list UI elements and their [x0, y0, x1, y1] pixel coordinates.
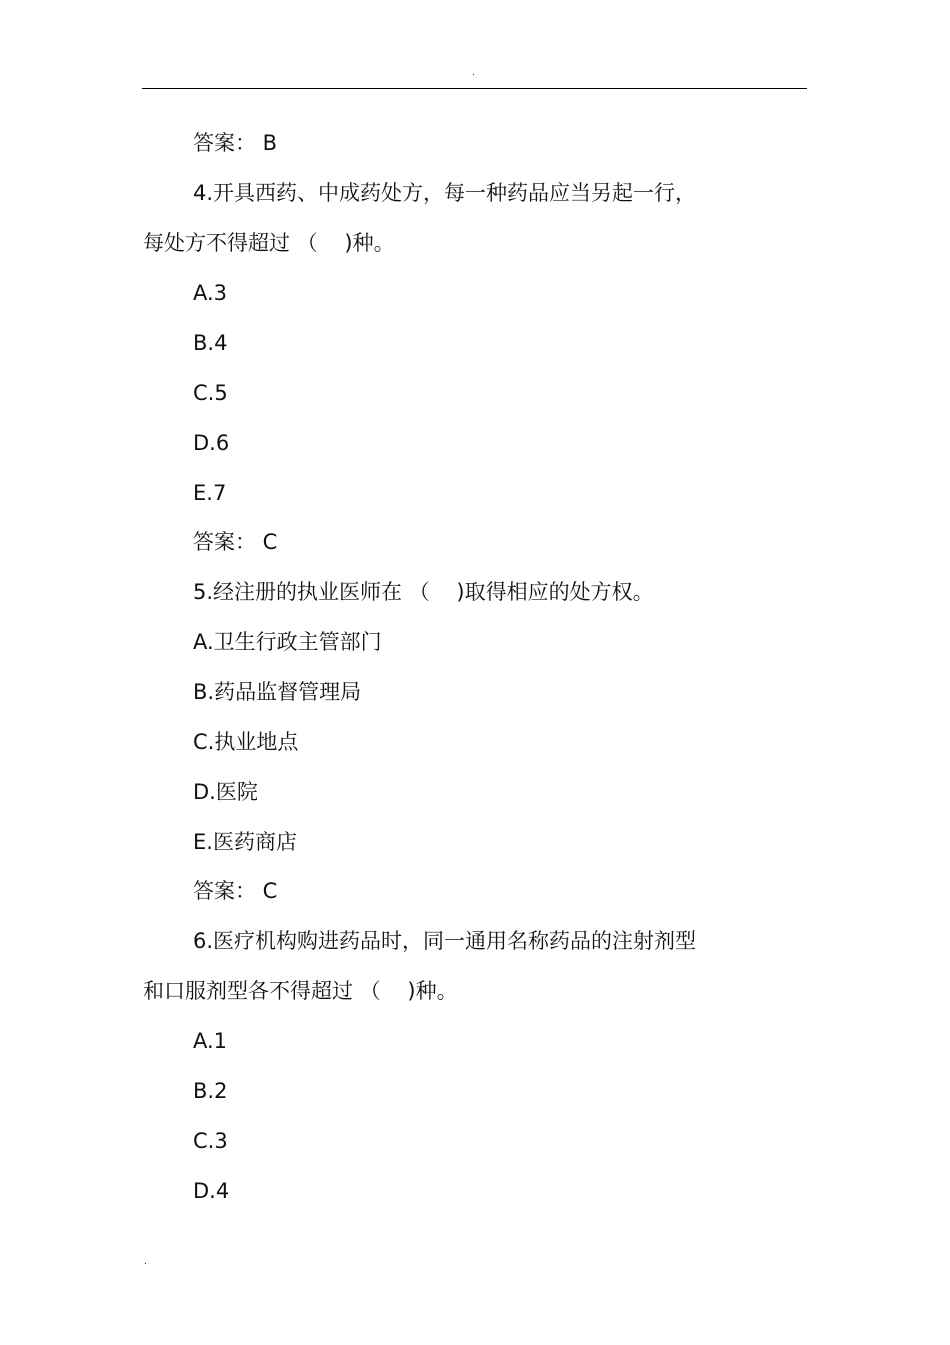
q4-option-b: B.4 — [193, 331, 228, 355]
footer-mark: . — [144, 1257, 147, 1267]
q6-option-c: C.3 — [193, 1129, 228, 1153]
question-4-line-1: 4.开具西药、中成药处方，每一种药品应当另起一行， — [193, 181, 697, 205]
answer-q5: 答案： C — [193, 879, 278, 903]
q5-option-b: B.药品监督管理局 — [193, 680, 362, 704]
answer-q4: 答案： C — [193, 530, 278, 554]
q4-option-e: E.7 — [193, 481, 227, 505]
q5-option-c: C.执业地点 — [193, 730, 299, 754]
answer-q3: 答案： B — [193, 131, 278, 155]
q4-option-c: C.5 — [193, 381, 228, 405]
q6-option-a: A.1 — [193, 1029, 228, 1053]
q4-option-d: D.6 — [193, 431, 230, 455]
q6-option-d: D.4 — [193, 1179, 230, 1203]
q5-option-e: E.医药商店 — [193, 830, 297, 854]
header-divider — [142, 88, 807, 89]
header-mark: . — [472, 68, 475, 78]
question-5: 5.经注册的执业医师在 （ )取得相应的处方权。 — [193, 580, 654, 604]
q6-option-b: B.2 — [193, 1079, 228, 1103]
q5-option-a: A.卫生行政主管部门 — [193, 630, 382, 654]
question-4-line-2: 每处方不得超过 （ )种。 — [143, 231, 395, 255]
q5-option-d: D.医院 — [193, 780, 258, 804]
question-6-line-1: 6.医疗机构购进药品时，同一通用名称药品的注射剂型 — [193, 929, 697, 953]
q4-option-a: A.3 — [193, 281, 228, 305]
question-6-line-2: 和口服剂型各不得超过 （ )种。 — [143, 979, 458, 1003]
